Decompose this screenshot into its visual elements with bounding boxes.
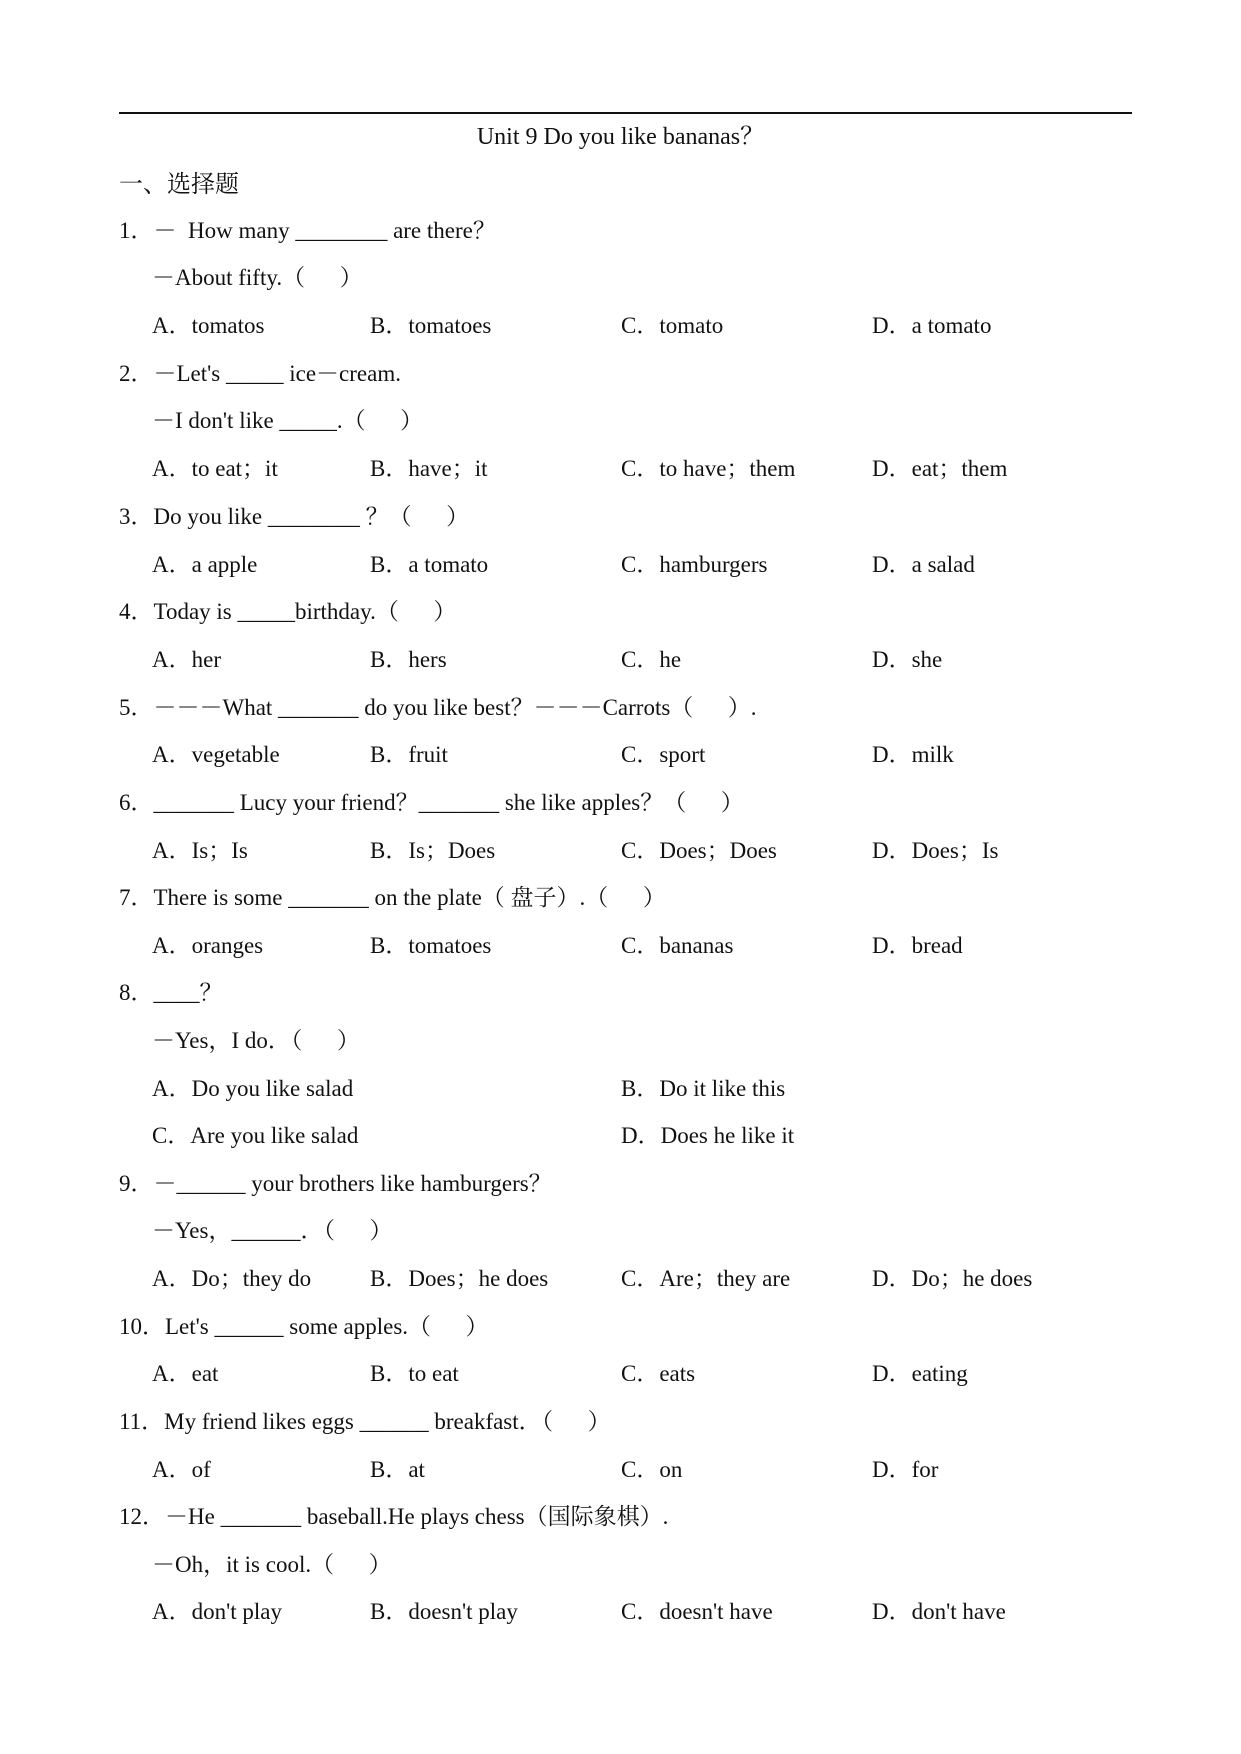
question-9-option-d: D．Do；he does (872, 1266, 1033, 1291)
question-5-option-a: A．vegetable (152, 742, 280, 767)
question-1-option-c: C．tomato (621, 313, 724, 338)
question-2-option-d: D．eat；them (872, 456, 1008, 481)
question-2-stem: 2．－Let's _____ ice－cream. (119, 361, 401, 386)
question-1-option-b: B．tomatoes (370, 313, 492, 338)
question-2-option-a: A．to eat；it (152, 456, 278, 481)
question-3-option-b: B．a tomato (370, 552, 489, 577)
question-5-stem: 5．－－－What _______ do you like best？－－－Carrots（ ）. (119, 695, 757, 720)
question-12-option-d: D．don't have (872, 1599, 1006, 1624)
question-8-line-2: －Yes，I do．（ ） (152, 1028, 360, 1053)
question-12-option-a: A．don't play (152, 1599, 282, 1624)
question-7-option-c: C．bananas (621, 933, 734, 958)
question-5-option-c: C．sport (621, 742, 706, 767)
question-5-option-d: D．milk (872, 742, 954, 767)
question-3-stem: 3．Do you like ________ ？（ ） (119, 504, 470, 529)
section-heading: 一、选择题 (119, 170, 239, 198)
question-3-option-d: D．a salad (872, 552, 975, 577)
question-6-stem: 6．_______ Lucy your friend？_______ she like apples？（ ） (119, 790, 744, 815)
question-10-option-b: B．to eat (370, 1361, 459, 1386)
question-7-option-b: B．tomatoes (370, 933, 492, 958)
question-1-line-2: －About fifty.（ ） (152, 265, 363, 290)
question-6-option-d: D．Does；Is (872, 838, 999, 863)
question-8-option-a: A．Do you like salad (152, 1076, 354, 1101)
question-4-stem: 4．Today is _____birthday.（ ） (119, 599, 457, 624)
question-9-option-a: A．Do；they do (152, 1266, 312, 1291)
question-10-option-c: C．eats (621, 1361, 696, 1386)
question-10-stem: 10．Let's ______ some apples.（ ） (119, 1314, 489, 1339)
question-11-option-c: C．on (621, 1457, 683, 1482)
question-9-stem: 9．－______ your brothers like hamburgers？ (119, 1171, 552, 1196)
question-1-stem: 1．－ How many ________ are there？ (119, 218, 496, 243)
question-1-option-d: D．a tomato (872, 313, 992, 338)
question-4-option-c: C．he (621, 647, 682, 672)
question-4-option-d: D．she (872, 647, 943, 672)
question-12-option-b: B．doesn't play (370, 1599, 518, 1624)
question-7-stem: 7．There is some _______ on the plate（ 盘子）.（ ） (119, 885, 666, 910)
question-2-option-b: B．have；it (370, 456, 488, 481)
question-3-option-c: C．hamburgers (621, 552, 768, 577)
question-11-option-d: D．for (872, 1457, 939, 1482)
question-8-option-c: C．Are you like salad (152, 1123, 359, 1148)
question-4-option-a: A．her (152, 647, 221, 672)
question-2-line-2: －I don't like _____.（ ） (152, 408, 424, 433)
question-11-option-a: A．of (152, 1457, 211, 1482)
question-6-option-c: C．Does；Does (621, 838, 777, 863)
question-12-option-c: C．doesn't have (621, 1599, 773, 1624)
question-1-option-a: A．tomatos (152, 313, 265, 338)
question-9-option-c: C．Are；they are (621, 1266, 791, 1291)
question-8-option-b: B．Do it like this (621, 1076, 786, 1101)
question-10-option-d: D．eating (872, 1361, 968, 1386)
page-title: Unit 9 Do you like bananas？ (476, 124, 765, 150)
question-4-option-b: B．hers (370, 647, 447, 672)
question-8-option-d: D．Does he like it (621, 1123, 795, 1148)
question-9-line-2: －Yes，______．（ ） (152, 1218, 393, 1243)
question-8-stem: 8．____？ (119, 980, 223, 1005)
question-12-stem: 12．－He _______ baseball.He plays chess（国际象棋）. (119, 1504, 669, 1529)
question-9-option-b: B．Does；he does (370, 1266, 549, 1291)
question-6-option-a: A．Is；Is (152, 838, 248, 863)
question-2-option-c: C．to have；them (621, 456, 796, 481)
question-7-option-a: A．oranges (152, 933, 264, 958)
question-11-option-b: B．at (370, 1457, 425, 1482)
header-rule (119, 112, 1132, 114)
question-3-option-a: A．a apple (152, 552, 258, 577)
question-5-option-b: B．fruit (370, 742, 448, 767)
question-11-stem: 11．My friend likes eggs ______ breakfast．（ ） (119, 1409, 611, 1434)
question-7-option-d: D．bread (872, 933, 963, 958)
question-12-line-2: －Oh，it is cool.（ ） (152, 1552, 392, 1577)
question-10-option-a: A．eat (152, 1361, 219, 1386)
question-6-option-b: B．Is；Does (370, 838, 496, 863)
